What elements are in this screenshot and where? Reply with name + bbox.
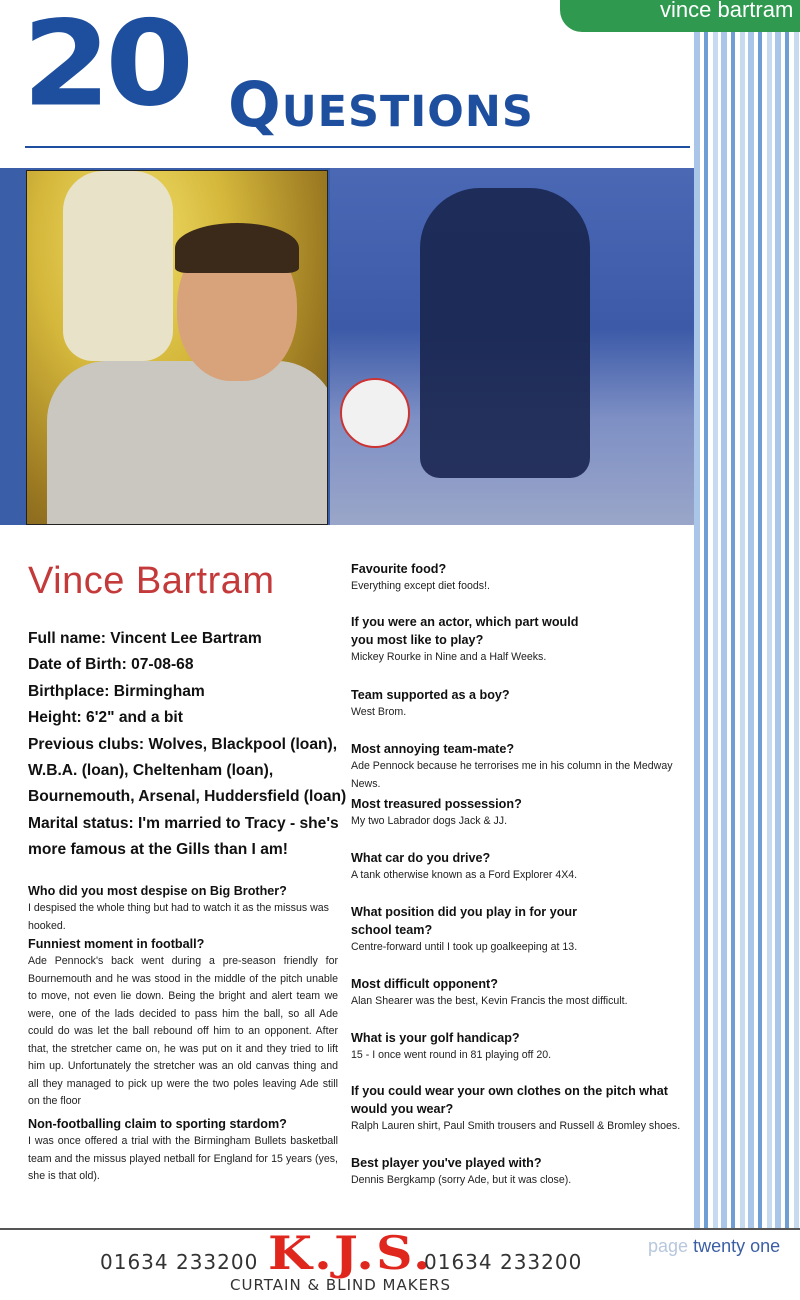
qa-block — [351, 975, 691, 1011]
portrait-photo — [26, 170, 328, 525]
goalkeeper-figure — [420, 188, 590, 478]
qa-block — [351, 560, 691, 596]
fact-line: Bournemouth, Arsenal, Huddersfield (loan) — [28, 788, 347, 806]
qa-block — [351, 849, 691, 885]
qa-block — [351, 1154, 691, 1190]
question: Funniest moment in football? — [28, 937, 205, 951]
fact-line: Birthplace: Birmingham — [28, 682, 205, 700]
answer: Everything except diet foods!. — [351, 580, 490, 592]
answer: West Brom. — [351, 706, 407, 718]
answer: Ralph Lauren shirt, Paul Smith trousers and Russell & Bromley shoes. — [351, 1120, 681, 1132]
page-number-word: page — [648, 1236, 689, 1256]
question: Team supported as a boy? — [351, 688, 510, 702]
photo-banner — [0, 168, 694, 525]
decorative-stripes — [694, 0, 800, 1228]
qa-block — [28, 882, 338, 935]
answer: Centre-forward until I took up goalkeeping at 13. — [351, 941, 578, 953]
qa-block — [351, 795, 691, 831]
question: Non-footballing claim to sporting stardom? — [28, 1117, 287, 1131]
kjs-logo: K.J.S. — [268, 1226, 433, 1280]
qa-block — [28, 1115, 338, 1186]
ball-image — [340, 378, 410, 448]
fact-line: Previous clubs: Wolves, Blackpool (loan), — [28, 735, 338, 753]
answer: Dennis Bergkamp (sorry Ade, but it was close). — [351, 1174, 572, 1186]
question: What car do you drive? — [351, 851, 491, 865]
qa-block — [28, 935, 338, 1111]
qa-block — [351, 1029, 691, 1065]
advert-tagline: CURTAIN & BLIND MAKERS — [230, 1276, 451, 1294]
qa-block — [351, 903, 591, 957]
question: Favourite food? — [351, 562, 447, 576]
action-photo — [330, 168, 694, 525]
question: Most annoying team-mate? — [351, 742, 515, 756]
question: If you were an actor, which part would you most like to play? — [351, 615, 579, 647]
answer: Alan Shearer was the best, Kevin Francis the most difficult. — [351, 995, 628, 1007]
qa-block — [351, 1082, 691, 1136]
section-tab: vince bartram — [560, 0, 800, 32]
profile-facts — [28, 626, 347, 864]
fact-line: W.B.A. (loan), Cheltenham (loan), — [28, 762, 274, 780]
player-name: Vince Bartram — [28, 560, 275, 602]
question: If you could wear your own clothes on the pitch what would you wear? — [351, 1084, 668, 1116]
fact-line: Date of Birth: 07-08-68 — [28, 656, 194, 674]
question: What is your golf handicap? — [351, 1031, 520, 1045]
qa-block — [351, 740, 691, 793]
fact-line: more famous at the Gills than I am! — [28, 841, 288, 859]
answer: 15 - I once went round in 81 playing off 20. — [351, 1049, 552, 1061]
page-number — [648, 1236, 780, 1257]
answer: My two Labrador dogs Jack & JJ. — [351, 815, 508, 827]
question: Most treasured possession? — [351, 797, 522, 811]
phone-number-left: 01634 233200 — [100, 1250, 259, 1274]
question: Best player you've played with? — [351, 1156, 542, 1170]
question: Who did you most despise on Big Brother? — [28, 884, 287, 898]
answer: I was once offered a trial with the Birmingham Bullets basketball team and the missus played netball for England for 15 years (yes, she is that old). — [28, 1135, 338, 1182]
answer: Ade Pennock because he terrorises me in his column in the Medway News. — [351, 760, 673, 790]
question: What position did you play in for your school team? — [351, 905, 577, 937]
answer: Mickey Rourke in Nine and a Half Weeks. — [351, 651, 547, 663]
title-number: 20 — [22, 0, 189, 133]
question: Most difficult opponent? — [351, 977, 498, 991]
title-heading: Questions — [228, 68, 534, 141]
fact-line: Height: 6'2" and a bit — [28, 709, 183, 727]
portrait-hair — [175, 223, 299, 273]
fact-line: Full name: Vincent Lee Bartram — [28, 630, 262, 647]
qa-block — [351, 686, 691, 722]
answer: Ade Pennock's back went during a pre-season friendly for Bournemouth and he was stood in the middle of the pitch unable to move, not even lie down. Being the bright and alert team we were, one of the lads decided to pass him the ball, so all Ade could do was let the ball rebound off him to an opponent. After that, the stretcher came on, he was put on it and they tried to lift him up. Unfortunately the stretcher was an old canvas thing and all they managed to pick up were the two poles leaving Ade still on the floor — [28, 955, 338, 1107]
phone-number-right: 01634 233200 — [424, 1250, 583, 1274]
portrait-shirt — [47, 361, 328, 525]
answer: A tank otherwise known as a Ford Explorer 4X4. — [351, 869, 578, 881]
answer: I despised the whole thing but had to watch it as the missus was hooked. — [28, 902, 329, 932]
glove-image — [63, 171, 173, 361]
header-rule — [25, 146, 690, 148]
page-number-value: twenty one — [693, 1236, 781, 1256]
qa-block — [351, 613, 591, 667]
fact-line: Marital status: I'm married to Tracy - she's — [28, 814, 339, 832]
